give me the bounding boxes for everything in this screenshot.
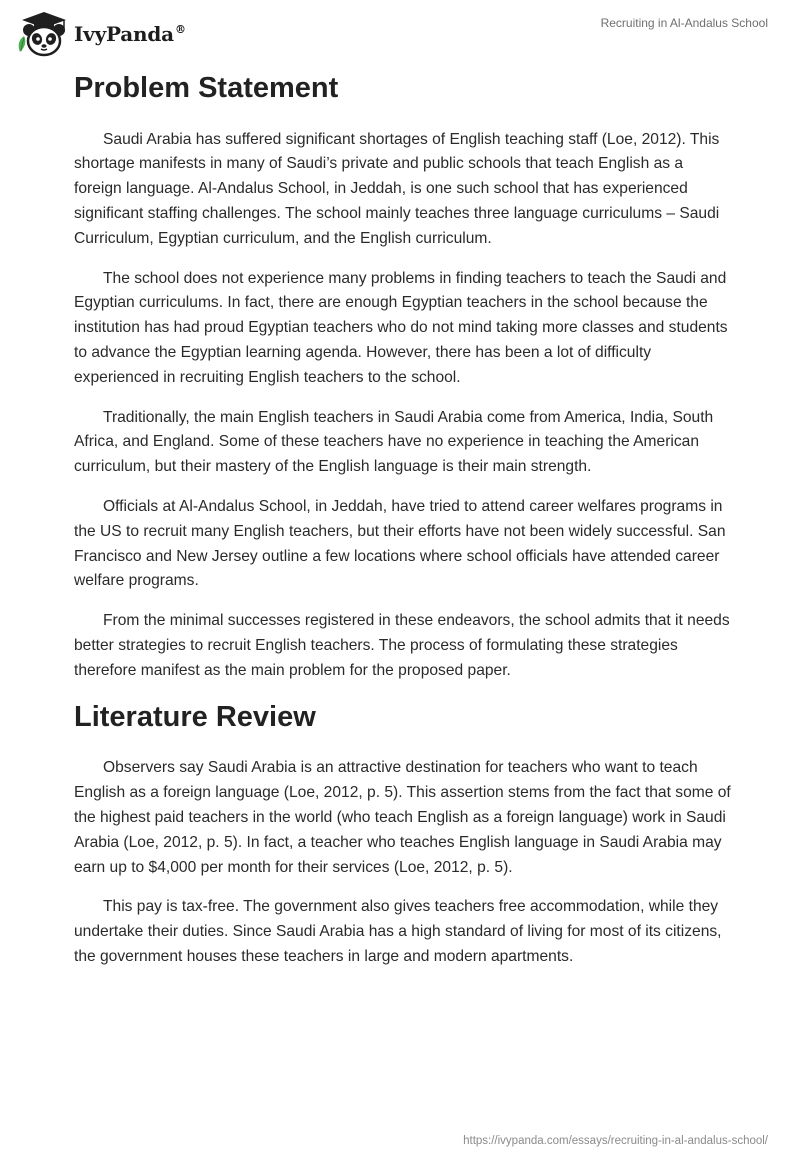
source-url-link[interactable]: https://ivypanda.com/essays/recruiting-in-al-andalus-school/: [463, 1135, 768, 1147]
essay-content: [74, 70, 734, 985]
brand-logo[interactable]: [14, 8, 186, 58]
paragraph: Observers say Saudi Arabia is an attractive destination for teachers who want to teach English as a foreign language (Loe, 2012, p. 5). This assertion stems from the fact that some of the highest paid teachers in the world (who teach English as a foreign language) work in Saudi Arabia (Loe, 2012, p. 5). In fact, a teacher who teaches English language in Saudi Arabia may earn up to $4,000 per month for their services (Loe, 2012, p. 5).: [74, 759, 731, 876]
brand-name: IvyPanda®: [74, 22, 186, 46]
panda-mascot-icon: [14, 8, 70, 58]
paragraph: Officials at Al-Andalus School, in Jeddah, have tried to attend career welfares programs in the US to recruit many English teachers, but their efforts have not been widely successful. San Francisco and New Jersey outline a few locations where school officials have attended career welfare programs.: [74, 498, 726, 590]
paragraph: Traditionally, the main English teachers in Saudi Arabia come from America, India, South Africa, and England. Some of these teachers have no experience in teaching the American curriculum, but their mastery of the English language is their main strength.: [74, 408, 714, 476]
page-header: [0, 0, 800, 64]
paragraph: From the minimal successes registered in these endeavors, the school admits that it needs better strategies to recruit English teachers. The process of formulating these strategies therefore manifest as the main problem for the proposed paper.: [74, 612, 730, 679]
paragraph: This pay is tax-free. The government also gives teachers free accommodation, while they undertake their duties. Since Saudi Arabia has a high standard of living for most of its citizens, the government houses these teachers in large and modern apartments.: [74, 898, 722, 965]
paragraph: Saudi Arabia has suffered significant shortages of English teaching staff (Loe, 2012). This shortage manifests in many of Saudi’s private and public schools that teach English as a foreign language. Al-Andalus School, in Jeddah, is one such school that has experienced significant staffing challenges. The school mainly teaches three language curriculums – Saudi Curriculum, Egyptian curriculum, and the English curriculum.: [74, 130, 720, 247]
section-heading-problem-statement: Problem Statement: [74, 72, 339, 104]
document-title: Recruiting in Al-Andalus School: [600, 16, 768, 30]
section-heading-literature-review: Literature Review: [74, 700, 316, 733]
paragraph: The school does not experience many problems in finding teachers to teach the Saudi and Egyptian curriculums. In fact, there are enough Egyptian teachers in the school because the institution has had proud Egyptian teachers who do not mind taking more classes and students to advance the Egyptian learning agenda. However, there has been a lot of difficulty experienced in recruiting English teachers to the school.: [74, 269, 728, 386]
registered-mark: ®: [174, 23, 186, 37]
